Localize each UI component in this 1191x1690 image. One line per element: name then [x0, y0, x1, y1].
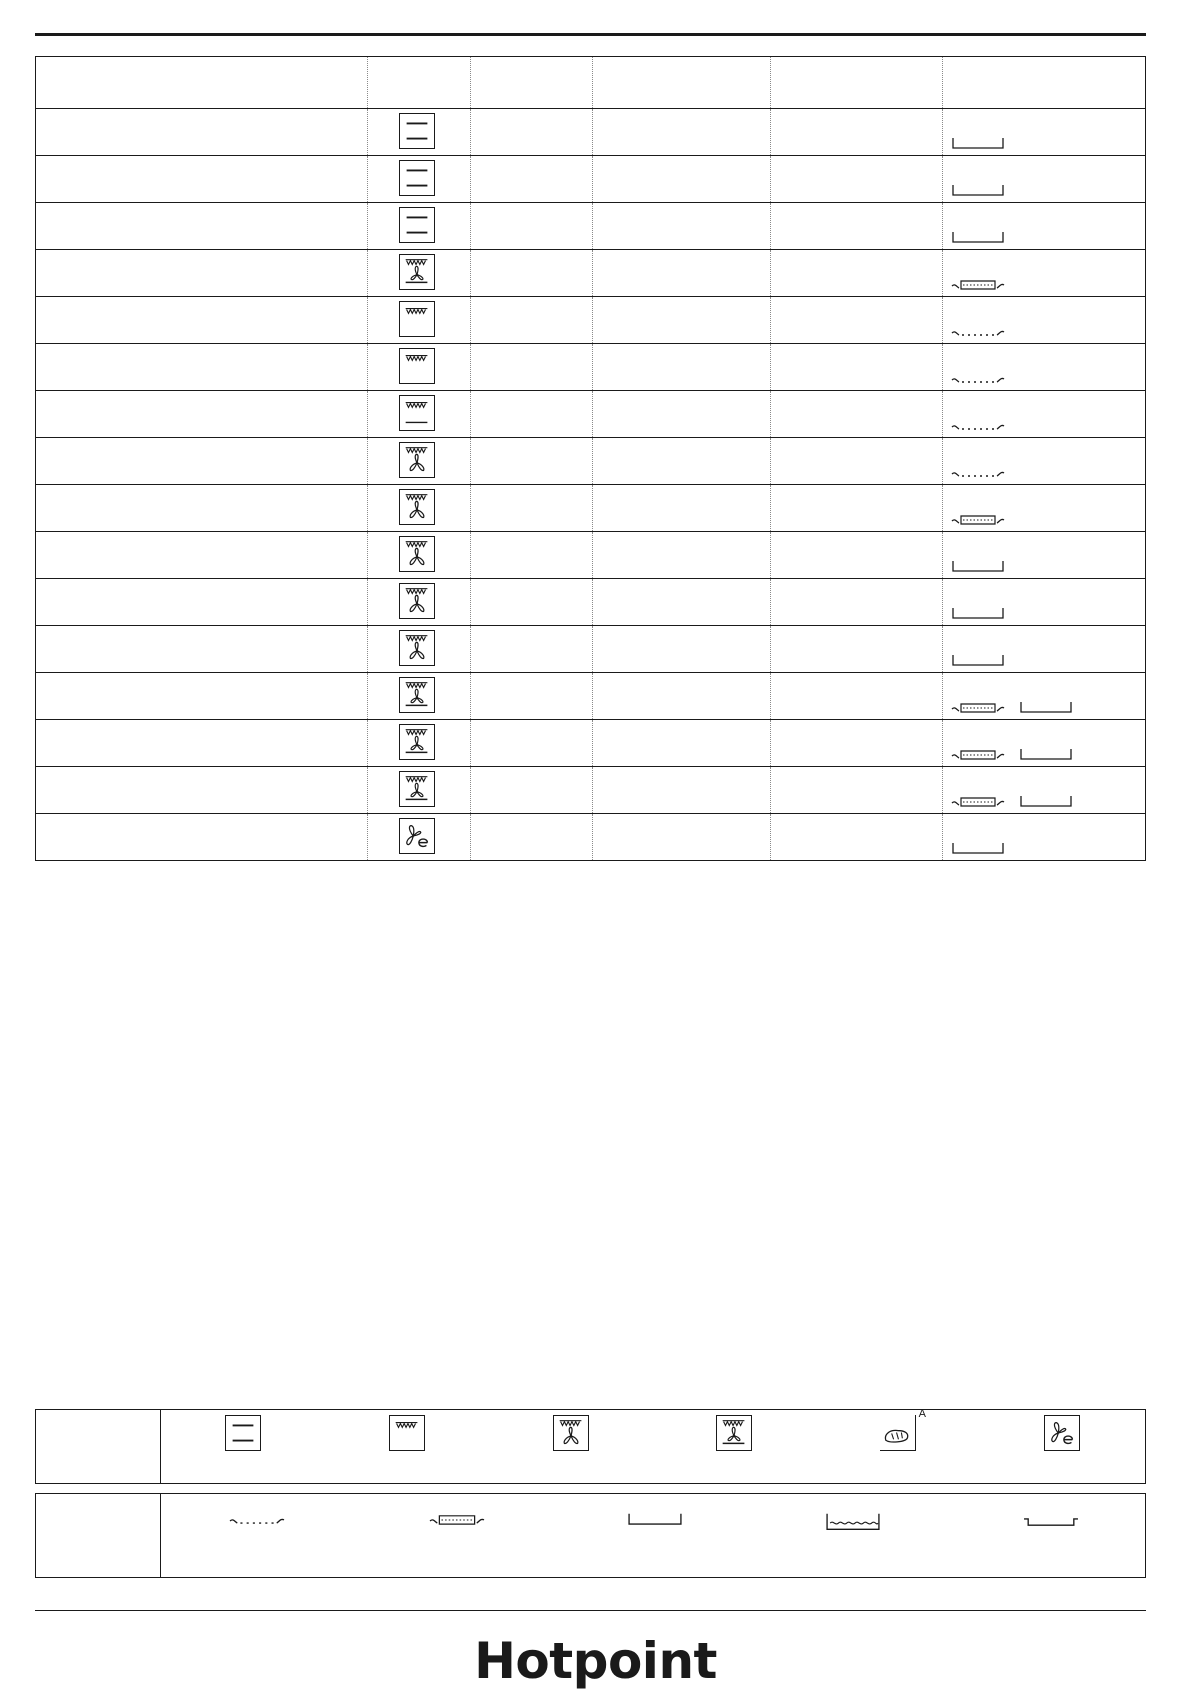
function-cell: [368, 344, 471, 390]
baking-tray-icon: [1019, 699, 1073, 715]
convection-fan-grill-bottom-icon: [399, 677, 435, 713]
preheat-cell: [471, 438, 593, 484]
temperature-cell: [593, 626, 771, 672]
recipe-cell: [36, 391, 368, 437]
bottom-rule: [35, 1610, 1146, 1611]
grill-icon: [389, 1415, 425, 1451]
recipe-cell: [36, 250, 368, 296]
preheat-cell: [471, 673, 593, 719]
temperature-cell: [593, 720, 771, 766]
function-cell: [368, 156, 471, 202]
table-row: [36, 719, 1145, 766]
duration-cell: [771, 720, 943, 766]
duration-cell: [771, 579, 943, 625]
convection-fan-grill-bottom-icon: [399, 771, 435, 807]
turbo-grill-icon: [399, 583, 435, 619]
convection-fan-grill-bottom-icon: [716, 1415, 752, 1451]
temperature-cell: [593, 532, 771, 578]
accessories-cell: [943, 579, 1145, 625]
baking-tray-icon: [951, 652, 1005, 668]
accessories-cell: [943, 156, 1145, 202]
bread-auto-icon: [880, 1408, 926, 1451]
recipe-cell: [36, 203, 368, 249]
wire-shelf-icon: [951, 464, 1005, 480]
drip-tray-on-rack-icon: [951, 511, 1005, 527]
drip-tray-on-rack-icon: [429, 1510, 485, 1532]
temperature-cell: [593, 297, 771, 343]
accessories-cell: [943, 814, 1145, 860]
table-row: [36, 672, 1145, 719]
accessories-cell: [943, 203, 1145, 249]
temperature-cell: [593, 203, 771, 249]
header-cell-duration: [771, 57, 943, 108]
accessories-cell: [943, 532, 1145, 578]
baking-tray-icon: [951, 182, 1005, 198]
grill-icon: [399, 348, 435, 384]
baking-tray-icon: [951, 605, 1005, 621]
duration-cell: [771, 626, 943, 672]
baking-tray-icon: [951, 558, 1005, 574]
duration-cell: [771, 485, 943, 531]
accessories-cell: [943, 720, 1145, 766]
drip-tray-on-rack-icon: [951, 746, 1005, 762]
table-row: [36, 766, 1145, 813]
preheat-cell: [471, 767, 593, 813]
duration-cell: [771, 156, 943, 202]
preheat-cell: [471, 344, 593, 390]
functions-legend: [35, 1409, 1146, 1484]
hotpoint-logo: Hotpoint: [474, 1632, 717, 1690]
preheat-cell: [471, 109, 593, 155]
duration-cell: [771, 109, 943, 155]
function-cell: [368, 814, 471, 860]
recipe-table: [35, 56, 1146, 861]
header-cell-preheat: [471, 57, 593, 108]
grill-icon: [399, 301, 435, 337]
static-icon: [399, 207, 435, 243]
temperature-cell: [593, 391, 771, 437]
function-cell: [368, 579, 471, 625]
function-cell: [368, 532, 471, 578]
temperature-cell: [593, 579, 771, 625]
temperature-cell: [593, 485, 771, 531]
temperature-cell: [593, 673, 771, 719]
recipe-cell: [36, 579, 368, 625]
accessories-cell: [943, 626, 1145, 672]
preheat-cell: [471, 391, 593, 437]
recipe-cell: [36, 673, 368, 719]
baking-tray-icon: [1019, 746, 1073, 762]
duration-cell: [771, 297, 943, 343]
flat-tray-icon: [1023, 1510, 1079, 1532]
static-icon: [399, 113, 435, 149]
baking-tray-icon: [951, 135, 1005, 151]
preheat-cell: [471, 297, 593, 343]
duration-cell: [771, 673, 943, 719]
functions-legend-label: [36, 1410, 161, 1483]
turbo-grill-icon: [399, 630, 435, 666]
preheat-cell: [471, 250, 593, 296]
duration-cell: [771, 814, 943, 860]
temperature-cell: [593, 344, 771, 390]
duration-cell: [771, 532, 943, 578]
accessories-cell: [943, 438, 1145, 484]
function-cell: [368, 250, 471, 296]
turbo-grill-icon: [553, 1415, 589, 1451]
table-row: [36, 108, 1145, 155]
recipe-cell: [36, 814, 368, 860]
accessories-cell: [943, 391, 1145, 437]
table-row: [36, 813, 1145, 860]
table-row: [36, 296, 1145, 343]
duration-cell: [771, 203, 943, 249]
table-row: [36, 578, 1145, 625]
turbo-grill-icon: [399, 442, 435, 478]
accessories-cell: [943, 673, 1145, 719]
preheat-cell: [471, 532, 593, 578]
header-cell-accessories: [943, 57, 1145, 108]
accessories-cell: [943, 344, 1145, 390]
recipe-cell: [36, 485, 368, 531]
static-icon: [225, 1415, 261, 1451]
accessories-legend-items: [161, 1494, 1145, 1577]
header-cell-function: [368, 57, 471, 108]
accessories-cell: [943, 297, 1145, 343]
duration-cell: [771, 344, 943, 390]
accessories-cell: [943, 109, 1145, 155]
accessories-cell: [943, 250, 1145, 296]
top-rule: [35, 33, 1146, 36]
preheat-cell: [471, 579, 593, 625]
preheat-cell: [471, 626, 593, 672]
temperature-cell: [593, 250, 771, 296]
table-row: [36, 531, 1145, 578]
table-row: [36, 343, 1145, 390]
preheat-cell: [471, 485, 593, 531]
preheat-cell: [471, 156, 593, 202]
turbo-grill-icon: [399, 536, 435, 572]
recipe-cell: [36, 438, 368, 484]
table-row: [36, 155, 1145, 202]
function-cell: [368, 391, 471, 437]
preheat-cell: [471, 203, 593, 249]
drip-tray-on-rack-icon: [951, 793, 1005, 809]
table-row: [36, 484, 1145, 531]
recipe-cell: [36, 532, 368, 578]
drip-tray-on-rack-icon: [951, 699, 1005, 715]
function-cell: [368, 767, 471, 813]
eco-fan-icon: [1044, 1415, 1080, 1451]
recipe-cell: [36, 156, 368, 202]
recipe-cell: [36, 626, 368, 672]
recipe-cell: [36, 297, 368, 343]
function-cell: [368, 297, 471, 343]
turbo-grill-icon: [399, 489, 435, 525]
baking-tray-icon: [1019, 793, 1073, 809]
functions-legend-items: [161, 1410, 1145, 1483]
auto-mark: A: [918, 1408, 926, 1420]
wire-shelf-icon: [951, 417, 1005, 433]
recipe-cell: [36, 344, 368, 390]
duration-cell: [771, 391, 943, 437]
duration-cell: [771, 767, 943, 813]
table-row: [36, 249, 1145, 296]
function-cell: [368, 203, 471, 249]
preheat-cell: [471, 814, 593, 860]
table-row: [36, 390, 1145, 437]
table-row: [36, 202, 1145, 249]
baking-tray-icon: [951, 840, 1005, 856]
header-cell-temperature: [593, 57, 771, 108]
wire-shelf-icon: [951, 323, 1005, 339]
baking-tray-icon: [951, 229, 1005, 245]
recipe-cell: [36, 767, 368, 813]
convection-fan-grill-bottom-icon: [399, 254, 435, 290]
temperature-cell: [593, 438, 771, 484]
header-cell-recipe: [36, 57, 368, 108]
temperature-cell: [593, 767, 771, 813]
function-cell: [368, 438, 471, 484]
wire-shelf-icon: [229, 1510, 285, 1532]
static-icon: [399, 160, 435, 196]
temperature-cell: [593, 156, 771, 202]
table-row: [36, 625, 1145, 672]
function-cell: [368, 673, 471, 719]
function-cell: [368, 720, 471, 766]
recipe-cell: [36, 109, 368, 155]
recipe-cell: [36, 720, 368, 766]
table-row: [36, 437, 1145, 484]
temperature-cell: [593, 814, 771, 860]
duration-cell: [771, 438, 943, 484]
accessories-cell: [943, 767, 1145, 813]
drip-tray-water-icon: [825, 1510, 881, 1532]
function-cell: [368, 485, 471, 531]
grill-low-icon: [399, 395, 435, 431]
accessories-legend: [35, 1493, 1146, 1578]
convection-fan-grill-bottom-icon: [399, 724, 435, 760]
temperature-cell: [593, 109, 771, 155]
table-header-row: [36, 57, 1145, 108]
drip-tray-on-rack-icon: [951, 276, 1005, 292]
eco-fan-icon: [399, 818, 435, 854]
accessories-legend-label: [36, 1494, 161, 1577]
function-cell: [368, 626, 471, 672]
wire-shelf-icon: [951, 370, 1005, 386]
duration-cell: [771, 250, 943, 296]
function-cell: [368, 109, 471, 155]
accessories-cell: [943, 485, 1145, 531]
preheat-cell: [471, 720, 593, 766]
baking-tray-icon: [627, 1510, 683, 1532]
